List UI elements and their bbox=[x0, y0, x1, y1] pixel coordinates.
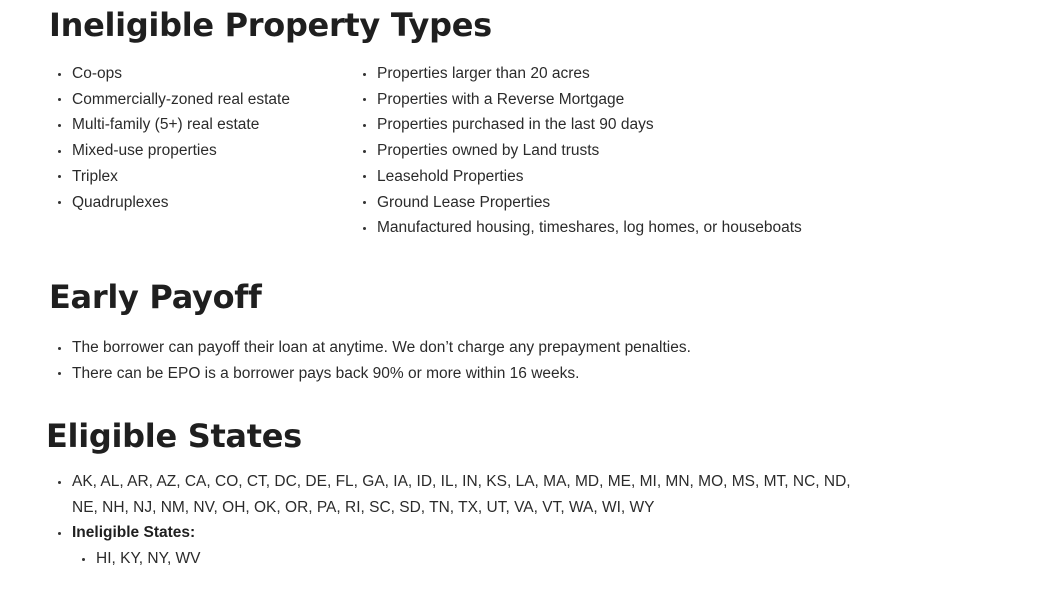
list-item: Manufactured housing, timeshares, log homes, or houseboats bbox=[377, 215, 802, 241]
states-line-2: NE, NH, NJ, NM, NV, OH, OK, OR, PA, RI, SC, SD, TN, TX, UT, VA, VT, WA, WI, WY bbox=[72, 498, 655, 516]
list-item: Co-ops bbox=[72, 61, 290, 87]
early-payoff-heading: Early Payoff bbox=[49, 278, 262, 316]
list-item: There can be EPO is a borrower pays back 90% or more within 16 weeks. bbox=[72, 361, 691, 387]
eligible-states-item bbox=[72, 469, 851, 520]
list-item: Mixed-use properties bbox=[72, 138, 290, 164]
ineligible-states-sublist bbox=[72, 546, 851, 572]
list-item: Properties owned by Land trusts bbox=[377, 138, 802, 164]
list-item: Triplex bbox=[72, 164, 290, 190]
list-item: Commercially-zoned real estate bbox=[72, 87, 290, 113]
list-item: Quadruplexes bbox=[72, 190, 290, 216]
ineligible-types-list-left bbox=[72, 61, 290, 215]
ineligible-property-types-heading: Ineligible Property Types bbox=[49, 6, 492, 44]
eligible-states-heading: Eligible States bbox=[46, 417, 302, 455]
list-item: Multi-family (5+) real estate bbox=[72, 112, 290, 138]
states-line-1: AK, AL, AR, AZ, CA, CO, CT, DC, DE, FL, GA, IA, ID, IL, IN, KS, LA, MA, MD, ME, MI, MN, MO, MS, MT, NC, ND, bbox=[72, 473, 851, 490]
list-item: Properties with a Reverse Mortgage bbox=[377, 87, 802, 113]
list-item: Ground Lease Properties bbox=[377, 190, 802, 216]
ineligible-states-value: HI, KY, NY, WV bbox=[96, 546, 851, 572]
ineligible-types-list-right bbox=[377, 61, 802, 241]
ineligible-states-label: Ineligible States: bbox=[72, 524, 196, 542]
list-item: Properties larger than 20 acres bbox=[377, 61, 802, 87]
list-item: The borrower can payoff their loan at anytime. We don’t charge any prepayment penalties. bbox=[72, 335, 691, 361]
list-item: Properties purchased in the last 90 days bbox=[377, 112, 802, 138]
ineligible-states-item bbox=[72, 520, 851, 571]
list-item: Leasehold Properties bbox=[377, 164, 802, 190]
early-payoff-list bbox=[72, 335, 691, 386]
eligible-states-list bbox=[72, 469, 851, 572]
